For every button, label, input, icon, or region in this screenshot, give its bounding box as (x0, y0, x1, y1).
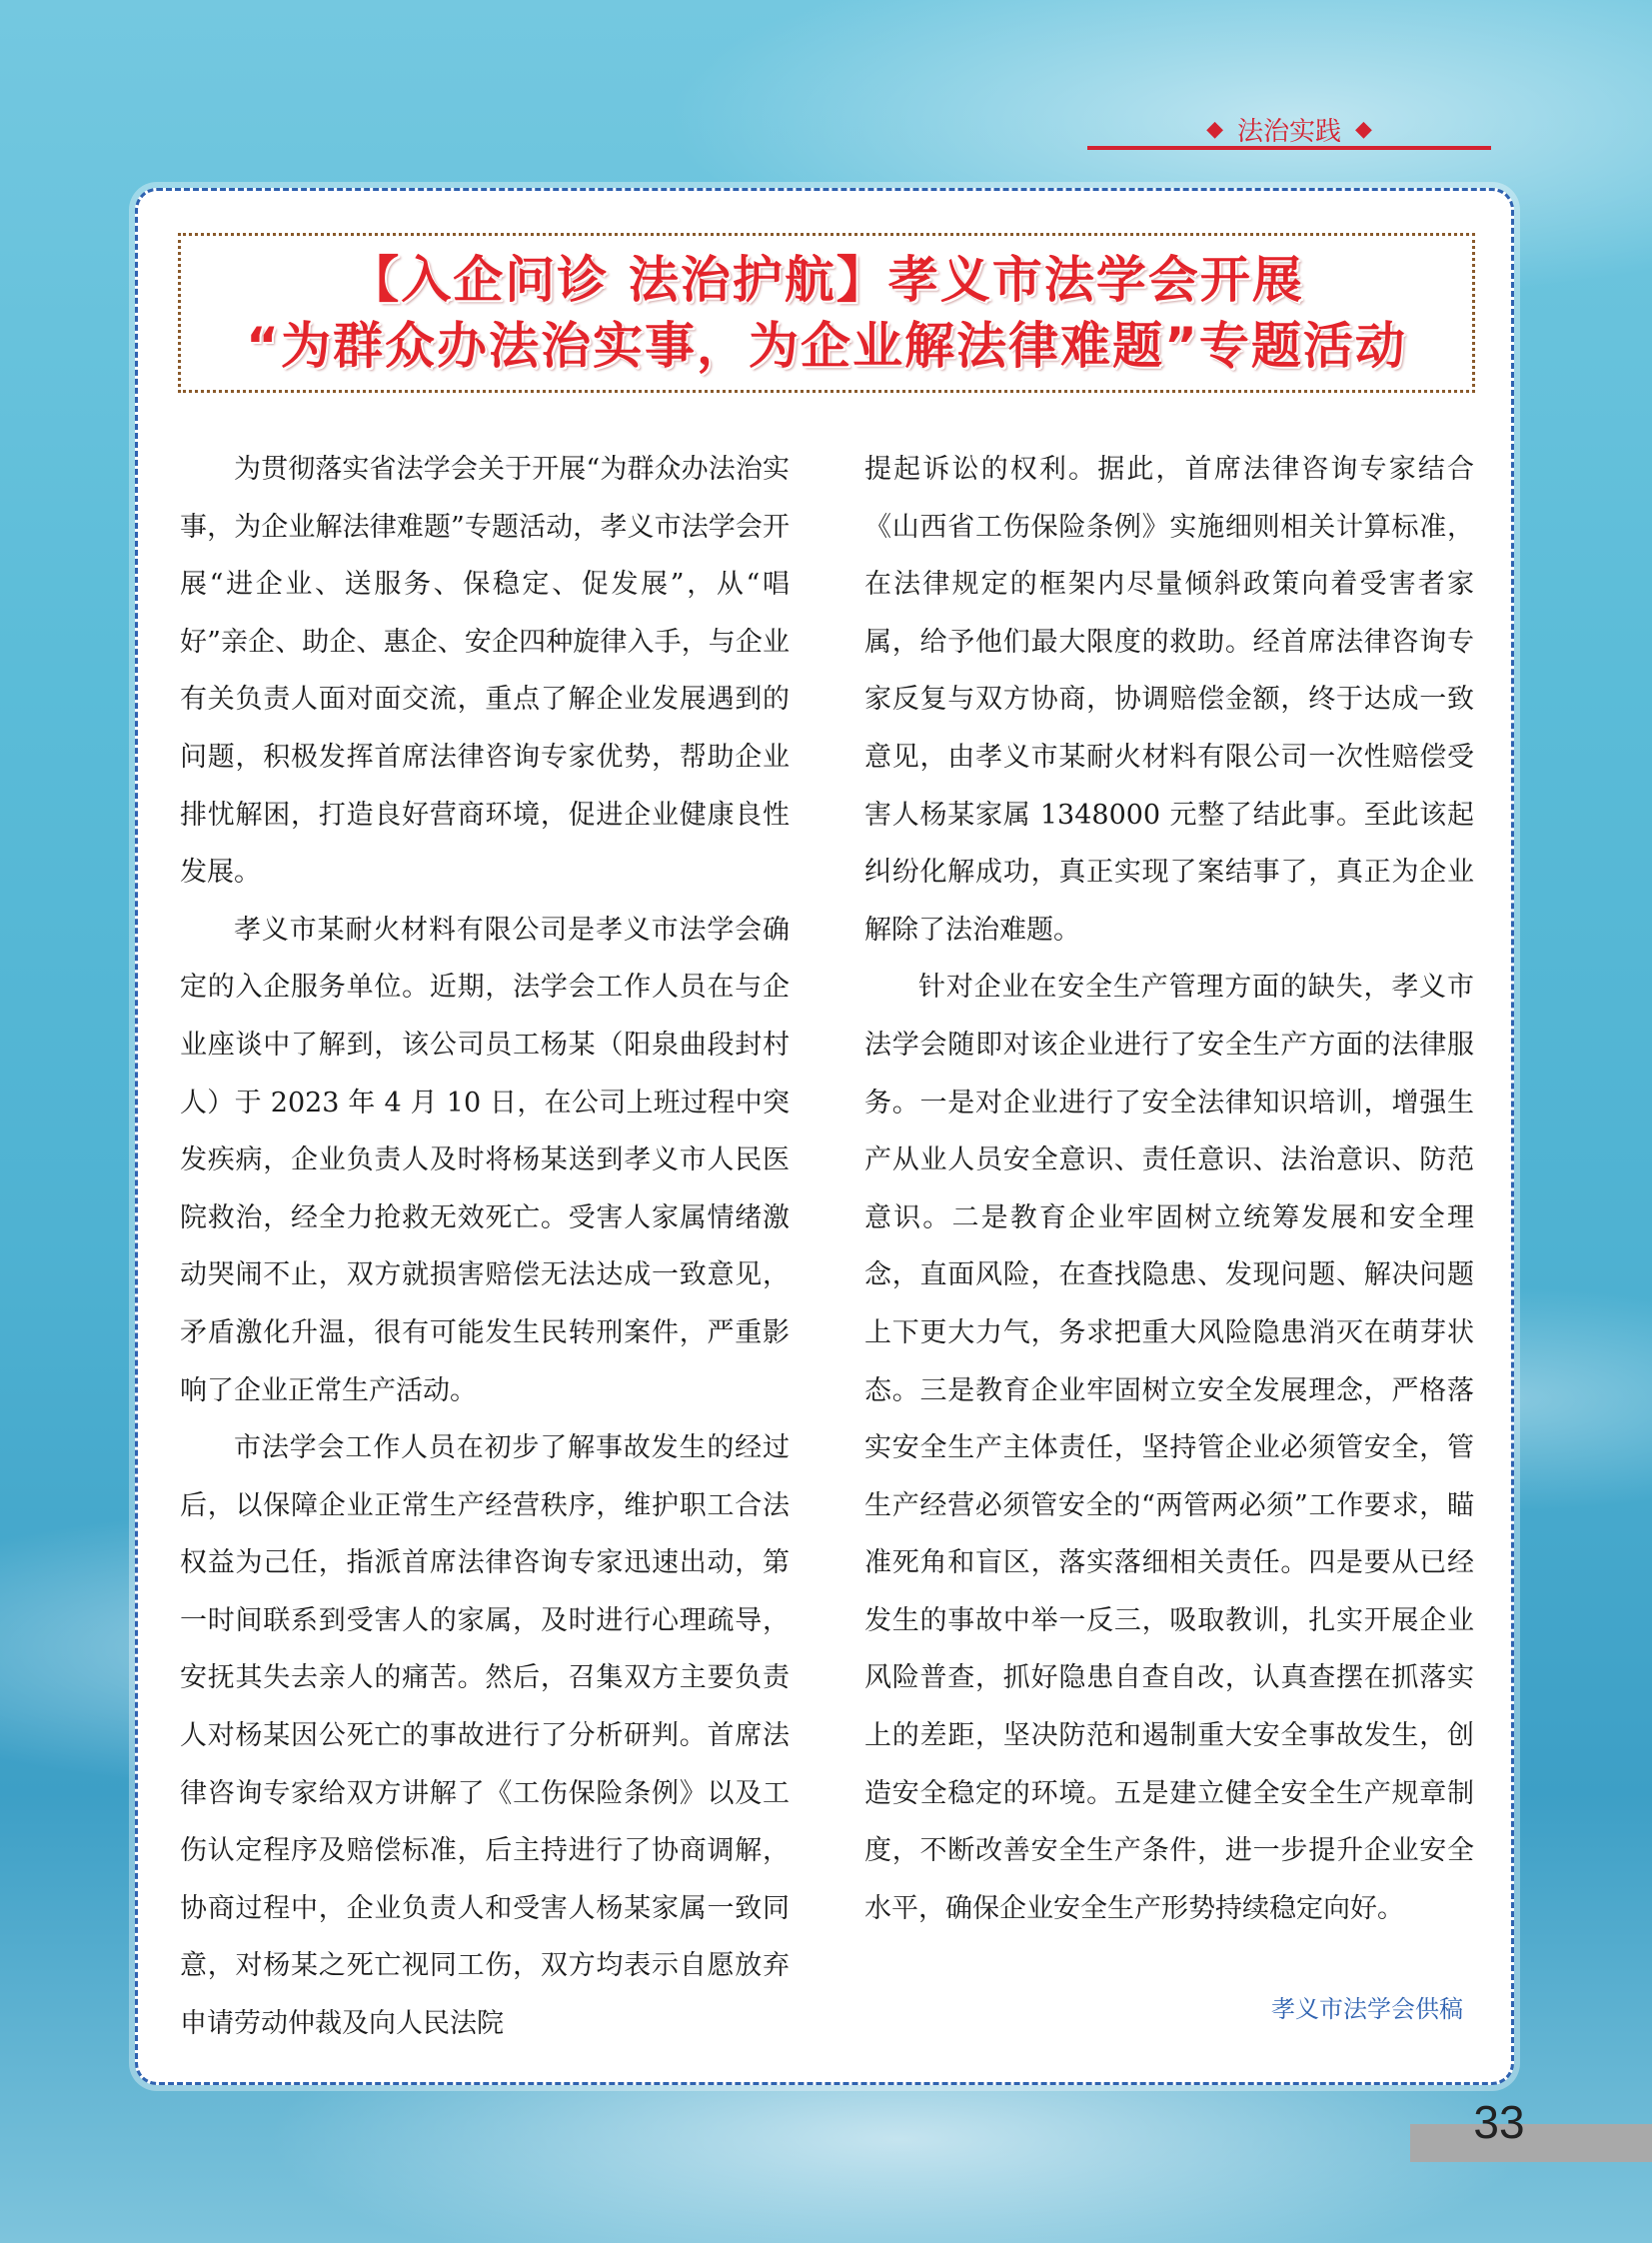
paragraph: 针对企业在安全生产管理方面的缺失，孝义市法学会随即对该企业进行了安全生产方面的法律服务。一是对企业进行了安全法律知识培训，增强生产从业人员安全意识、责任意识、法治意识、防范意识。二是教育企业牢固树立统筹发展和安全理念，直面风险，在查找隐患、发现问题、解决问题上下更大力气，务求把重大风险隐患消灭在萌芽状态。三是教育企业牢固树立安全发展理念，严格落实安全生产主体责任，坚持管企业必须管安全，管生产经营必须管安全的“两管两必须”工作要求，瞄准死角和盲区，落实落细相关责任。四是要从已经发生的事故中举一反三，吸取教训，扎实开展企业风险普查，抓好隐患自查自改，认真查摆在抓落实上的差距，坚决防范和遏制重大安全事故发生，创造安全稳定的环境。五是建立健全安全生产规章制度，不断改善安全生产条件，进一步提升企业安全水平，确保企业安全生产形势持续稳定向好。 (864, 972, 1474, 1924)
diamond-left-icon: ◆ (1206, 116, 1223, 142)
article-card (135, 188, 1514, 2085)
right-column (864, 441, 1474, 1937)
paragraph-continuation: 提起诉讼的权利。据此，首席法律咨询专家结合《山西省工伤保险条例》实施细则相关计算标准，在法律规定的框架内尽量倾斜政策向着受害者家属，给予他们最大限度的救助。经首席法律咨询专家反复与双方协商，协调赔偿金额，终于达成一致意见，由孝义市某耐火材料有限公司一次性赔偿受害人杨某家属 1348000 元整了结此事。至此该起纠纷化解成功，真正实现了案结事了，真正为企业解除了法治难题。 (864, 454, 1474, 946)
paragraph: 孝义市某耐火材料有限公司是孝义市法学会确定的入企服务单位。近期，法学会工作人员在与企业座谈中了解到，该公司员工杨某（阳泉曲段封村人）于 2023 年 4 月 10 日，在公司上班过程中突发疾病，企业负责人及时将杨某送到孝义市人民医院救治，经全力抢救无效死亡。受害人家属情绪激动哭闹不止，双方就损害赔偿无法达成一致意见，矛盾激化升温，很有可能发生民转刑案件，严重影响了企业正常生产活动。 (180, 914, 790, 1406)
paragraph: 为贯彻落实省法学会关于开展“为群众办法治实事，为企业解法律难题”专题活动，孝义市法学会开展“进企业、送服务、保稳定、促发展”，从“唱好”亲企、助企、惠企、安企四种旋律入手，与企业有关负责人面对面交流，重点了解企业发展遇到的问题，积极发挥首席法律咨询专家优势，帮助企业排忧解困，打造良好营商环境，促进企业健康良性发展。 (180, 454, 790, 889)
article-title-box (178, 233, 1475, 393)
article-title-line-2: “为群众办法治实事，为企业解法律难题”专题活动 (246, 317, 1407, 375)
section-rule (1087, 146, 1491, 150)
article-credit: 孝义市法学会供稿 (1271, 1995, 1463, 2023)
paragraph: 市法学会工作人员在初步了解事故发生的经过后，以保障企业正常生产经营秩序，维护职工合法权益为己任，指派首席法律咨询专家迅速出动，第一时间联系到受害人的家属，及时进行心理疏导，安抚其失去亲人的痛苦。然后，召集双方主要负责人对杨某因公死亡的事故进行了分析研判。首席法律咨询专家给双方讲解了《工伤保险条例》以及工伤认定程序及赔偿标准，后主持进行了协商调解，协商过程中，企业负责人和受害人杨某家属一致同意，对杨某之死亡视同工伤，双方均表示自愿放弃申请劳动仲裁及向人民法院 (180, 1432, 790, 2040)
page-number: 33 (1473, 2096, 1525, 2148)
left-column (180, 441, 790, 2053)
article-title-line-1: 【入企问诊 法治护航】孝义市法学会开展 (349, 251, 1304, 309)
section-tag-label: 法治实践 (1236, 116, 1341, 147)
diamond-right-icon: ◆ (1355, 116, 1372, 142)
